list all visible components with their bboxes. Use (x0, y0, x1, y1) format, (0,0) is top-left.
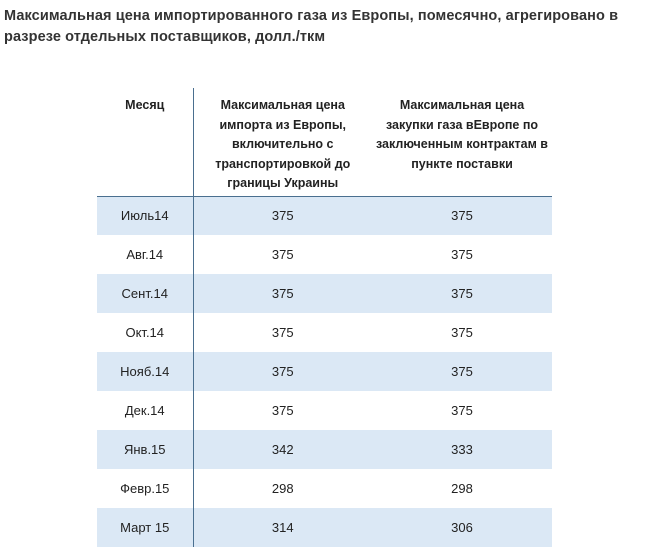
cell-month: Март 15 (97, 508, 193, 547)
cell-import-price: 314 (193, 508, 372, 547)
cell-month: Нояб.14 (97, 352, 193, 391)
cell-import-price: 375 (193, 196, 372, 235)
cell-purchase-price: 375 (451, 247, 473, 262)
table-row (97, 196, 552, 235)
cell-purchase-price: 375 (451, 403, 473, 418)
cell-import-price: 375 (271, 403, 294, 418)
price-table (97, 88, 552, 547)
cell-month: Июль14 (97, 196, 193, 235)
table-row (97, 508, 552, 547)
cell-import-price: 342 (193, 430, 372, 469)
cell-import-price: 375 (271, 325, 294, 340)
cell-purchase-price: 375 (372, 352, 552, 391)
cell-import-price: 375 (271, 247, 294, 262)
table-row (97, 235, 552, 274)
price-table-container (97, 88, 552, 547)
page-title: Максимальная цена импортированного газа из Европы, помесячно, агрегировано в разрезе отдельных поставщиков, долл./ткм (4, 8, 619, 45)
header-row (97, 88, 552, 196)
table-row (97, 274, 552, 313)
cell-import-price: 375 (193, 352, 372, 391)
cell-month: Дек.14 (97, 391, 193, 430)
cell-month: Авг.14 (97, 235, 193, 274)
cell-purchase-price: 375 (372, 274, 552, 313)
table-row (97, 469, 552, 508)
cell-month: Сент.14 (97, 274, 193, 313)
table-header (97, 88, 552, 196)
cell-purchase-price: 375 (451, 325, 473, 340)
cell-purchase-price: 306 (372, 508, 552, 547)
table-row (97, 391, 552, 430)
cell-month: Февр.15 (97, 469, 193, 508)
cell-month: Янв.15 (97, 430, 193, 469)
column-header-purchase-price: Максимальная цена закупки газа вЕвропе по заключенным контрактам в пункте поставки (372, 88, 552, 196)
cell-month: Окт.14 (97, 313, 193, 352)
table-row (97, 430, 552, 469)
column-header-import-price: Максимальная цена импорта из Европы, включительно с транспортировкой до границы Украины (193, 88, 372, 196)
column-header-month: Месяц (97, 88, 193, 196)
table-row (97, 313, 552, 352)
table-row (97, 352, 552, 391)
cell-purchase-price: 333 (372, 430, 552, 469)
cell-import-price: 298 (271, 481, 294, 496)
cell-purchase-price: 375 (372, 196, 552, 235)
table-body (97, 196, 552, 547)
cell-import-price: 375 (193, 274, 372, 313)
cell-purchase-price: 298 (451, 481, 473, 496)
